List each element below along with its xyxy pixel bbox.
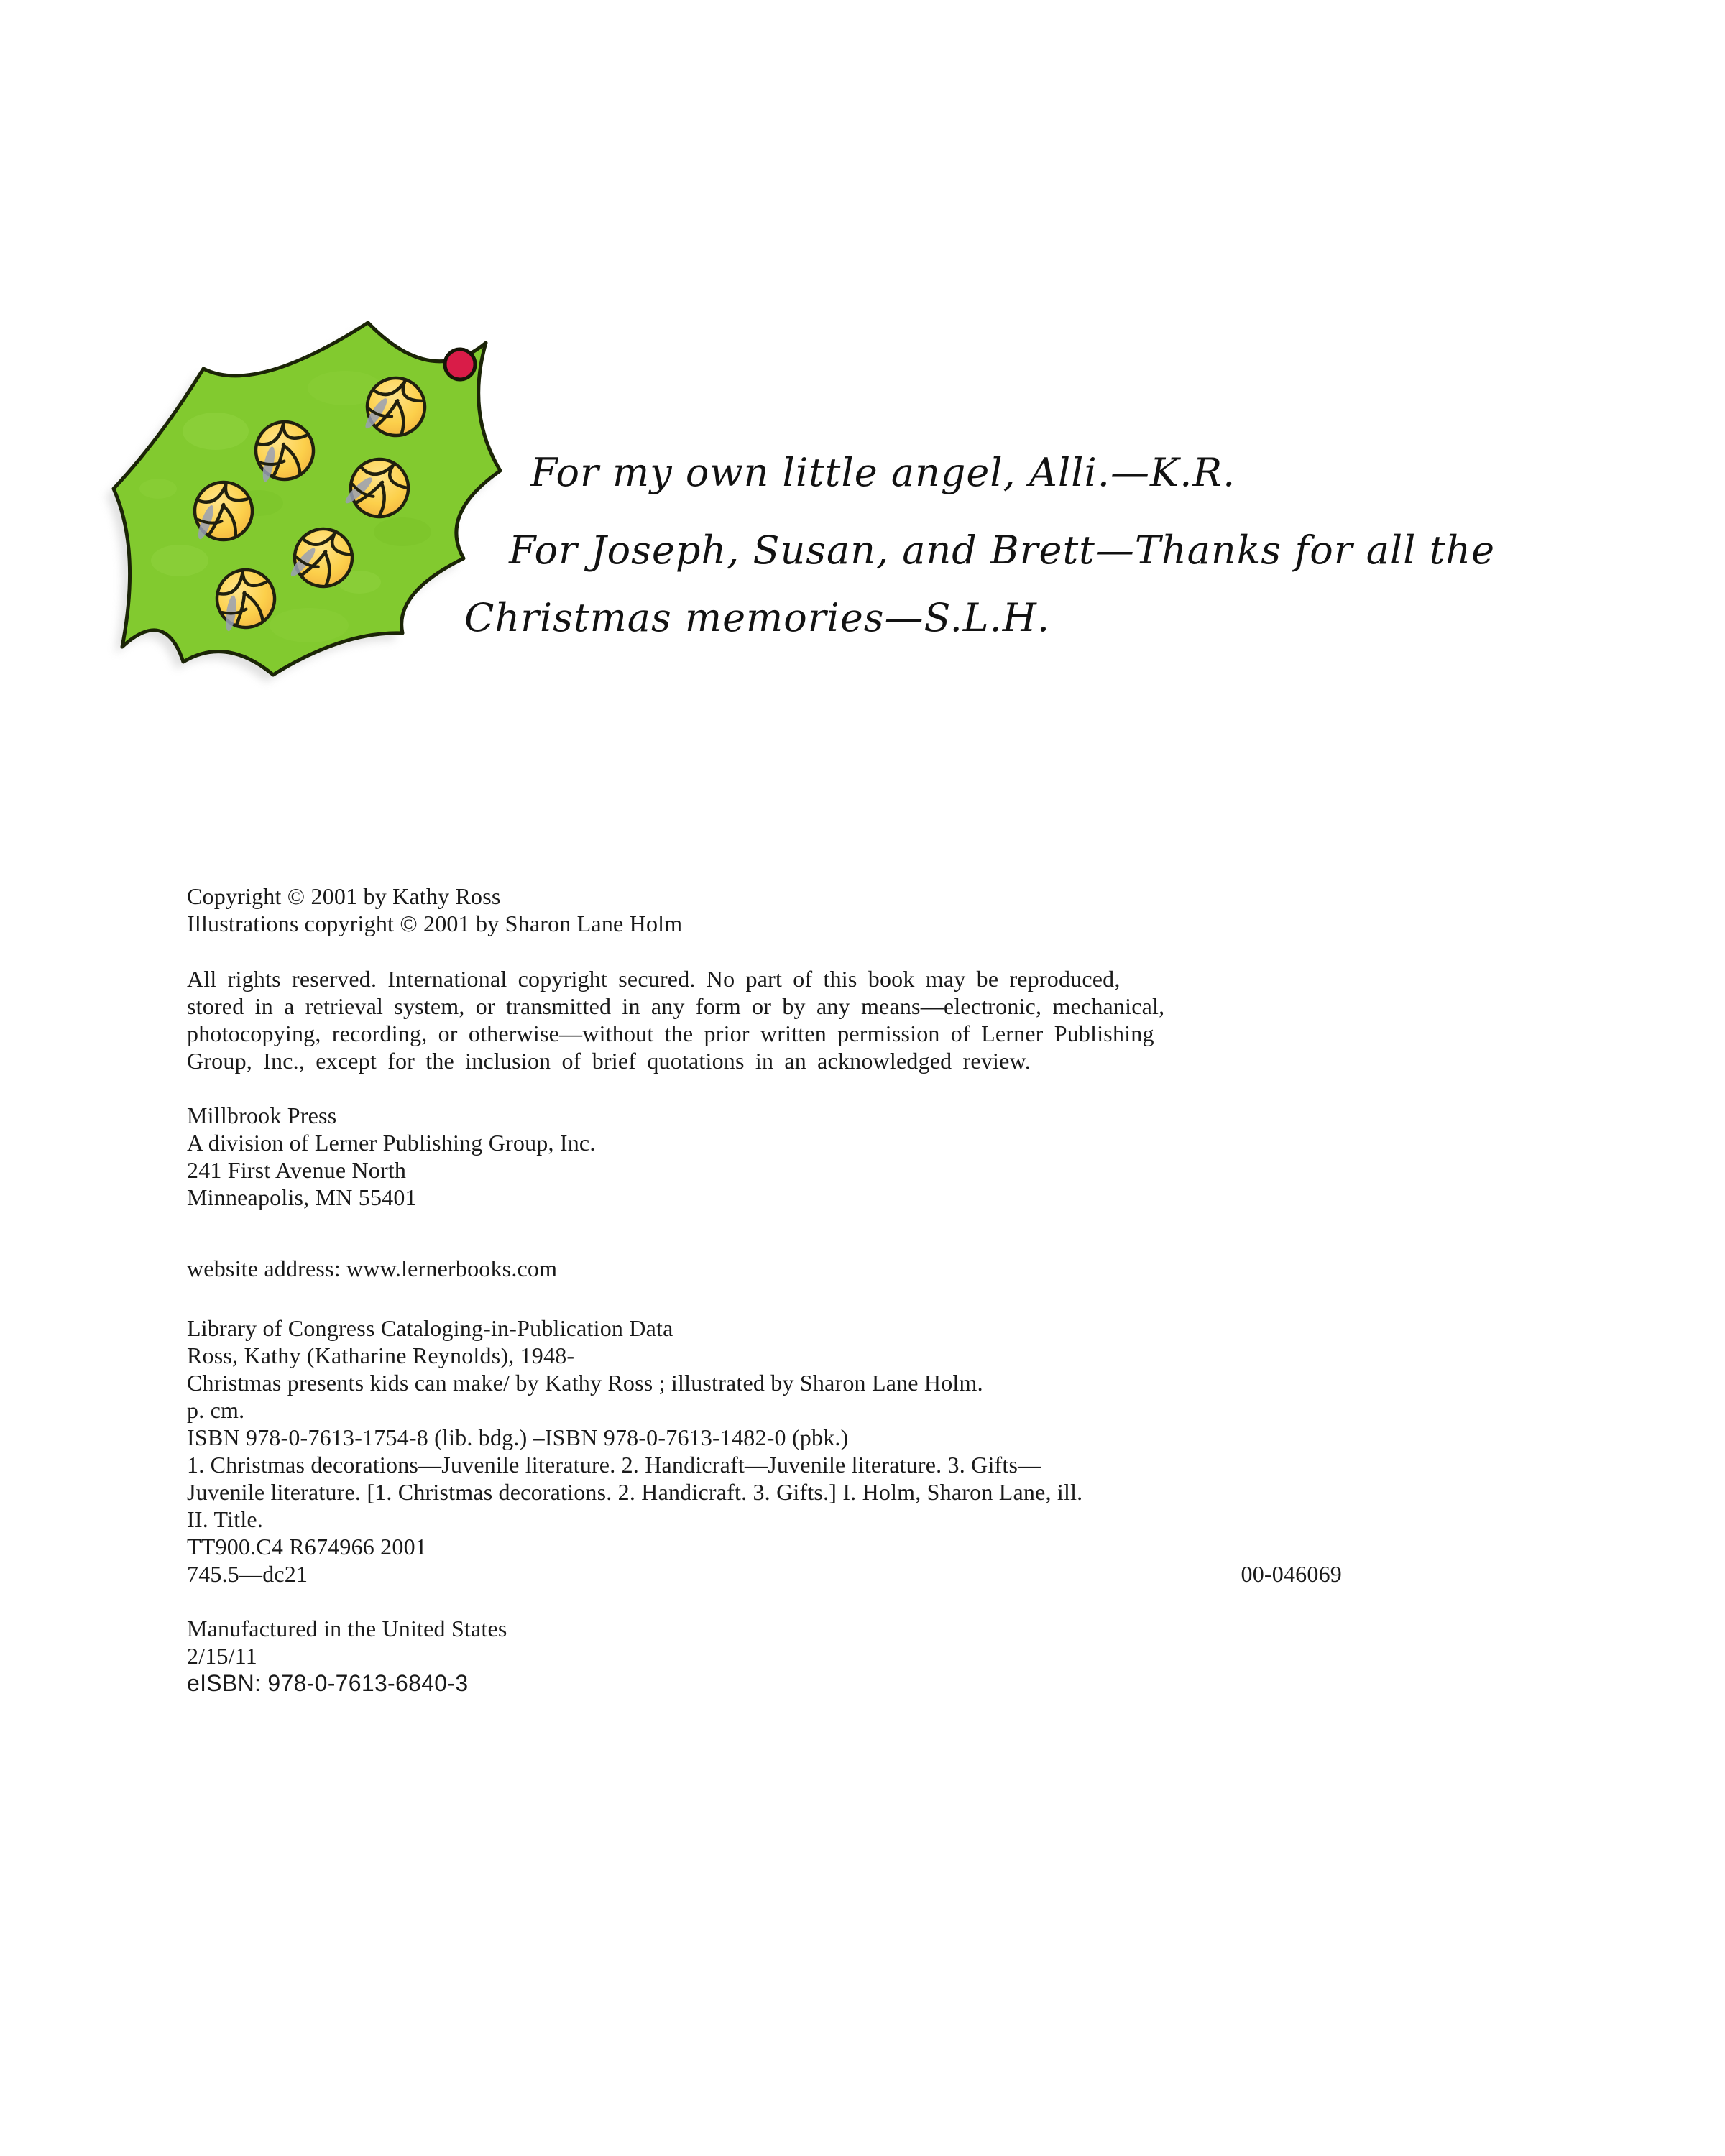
dedication-line-3: Christmas memories—S.L.H. <box>464 595 1051 640</box>
dedication-line-2: For Joseph, Susan, and Brett—Thanks for all the <box>509 528 1496 573</box>
copyright-line: Copyright © 2001 by Kathy Ross <box>187 883 501 909</box>
dedication-line-1: For my own little angel, Alli.—K.R. <box>530 450 1236 495</box>
publisher-name: Millbrook Press <box>187 1102 337 1128</box>
loc-pcm: p. cm. <box>187 1397 245 1423</box>
rights-line: photocopying, recording, or otherwise—without the prior written permission of Lerner Publishing <box>187 1021 1154 1046</box>
loc-title-statement: Christmas presents kids can make/ by Kathy Ross ; illustrated by Sharon Lane Holm. <box>187 1370 983 1396</box>
loc-title-entry: II. Title. <box>187 1506 264 1532</box>
publisher-address-block <box>187 1102 596 1211</box>
rights-paragraph <box>187 965 1164 1074</box>
copyright-line: Illustrations copyright © 2001 by Sharon Lane Holm <box>187 911 683 936</box>
eisbn-line: eISBN: 978-0-7613-6840-3 <box>187 1670 469 1696</box>
loc-subjects-2: Juvenile literature. [1. Christmas decorations. 2. Handicraft. 3. Gifts.] I. Holm, Sharon Lane, ill. <box>187 1479 1083 1505</box>
rights-line: All rights reserved. International copyright secured. No part of this book may be reproduced, <box>187 966 1121 992</box>
publisher-street: 241 First Avenue North <box>187 1157 407 1183</box>
publisher-division: A division of Lerner Publishing Group, Inc. <box>187 1130 596 1156</box>
loc-cataloging-block <box>187 1314 1342 1588</box>
manufactured-line: Manufactured in the United States <box>187 1616 507 1641</box>
rights-line: Group, Inc., except for the inclusion of brief quotations in an acknowledged review. <box>187 1048 1031 1074</box>
loc-dewey-number: 745.5—dc21 <box>187 1561 308 1587</box>
copyright-block <box>187 883 682 937</box>
manufacture-block <box>187 1615 507 1697</box>
loc-isbn: ISBN 978-0-7613-1754-8 (lib. bdg.) –ISBN 978-0-7613-1482-0 (pbk.) <box>187 1424 849 1450</box>
website-line: website address: www.lernerbooks.com <box>187 1256 558 1281</box>
rights-line: stored in a retrieval system, or transmitted in any form or by any means—electronic, mechanical, <box>187 993 1165 1019</box>
publisher-city: Minneapolis, MN 55401 <box>187 1184 417 1210</box>
loc-dewey-row <box>187 1560 1342 1588</box>
holly-leaf-illustration <box>0 273 604 733</box>
loc-subjects-1: 1. Christmas decorations—Juvenile literature. 2. Handicraft—Juvenile literature. 3. Gifts— <box>187 1452 1041 1478</box>
loc-control-number: 00-046069 <box>1241 1561 1342 1587</box>
holly-berry <box>445 349 475 379</box>
loc-author: Ross, Kathy (Katharine Reynolds), 1948- <box>187 1342 575 1368</box>
loc-heading: Library of Congress Cataloging-in-Publication Data <box>187 1315 673 1341</box>
print-date: 2/15/11 <box>187 1643 257 1669</box>
loc-call-number: TT900.C4 R674966 2001 <box>187 1534 427 1560</box>
